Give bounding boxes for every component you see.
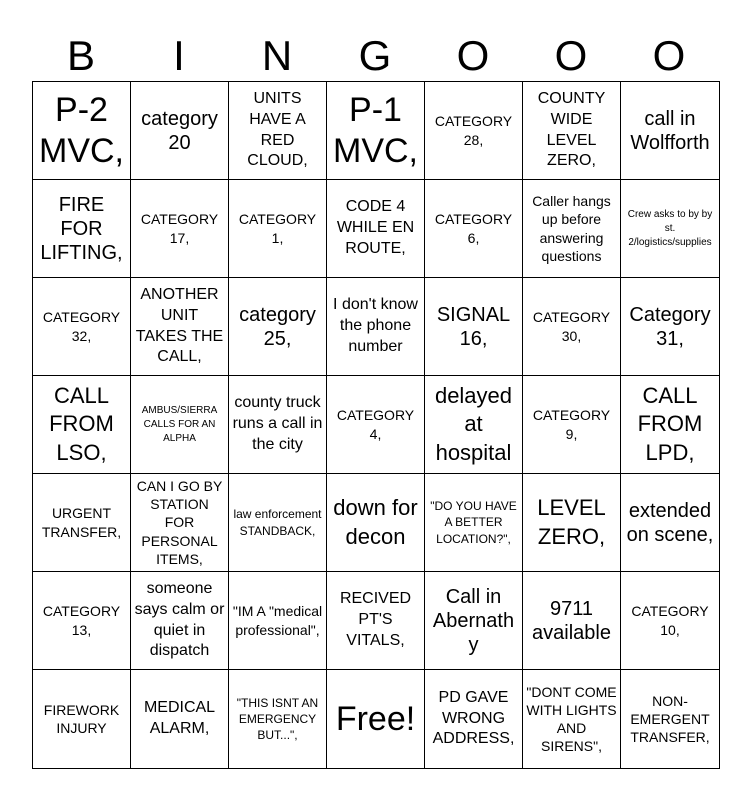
- bingo-cell-text: P-1 MVC,: [333, 90, 418, 170]
- bingo-cell-text: CALL FROM LPD,: [637, 382, 703, 465]
- header-letter: O: [456, 32, 490, 79]
- bingo-cell-text: Free!: [335, 699, 416, 738]
- header-letter: N: [261, 32, 293, 79]
- bingo-cell-text: UNITS HAVE A RED CLOUD,: [247, 89, 308, 170]
- bingo-cell-text: CATEGORY 13,: [42, 603, 121, 638]
- bingo-cell-text: CATEGORY 6,: [434, 211, 513, 246]
- bingo-cell[interactable]: [425, 376, 523, 474]
- bingo-cell-text: CODE 4 WHILE EN ROUTE,: [336, 198, 415, 257]
- bingo-cell[interactable]: [327, 82, 425, 180]
- bingo-cell[interactable]: [131, 376, 229, 474]
- bingo-cell[interactable]: [131, 82, 229, 180]
- bingo-cell[interactable]: [621, 670, 719, 768]
- bingo-cell-text: 9711 available: [532, 597, 611, 644]
- bingo-cell-text: Crew asks to by by st. 2/logistics/supplies: [627, 208, 713, 248]
- bingo-cell[interactable]: [327, 670, 425, 768]
- bingo-cell[interactable]: [523, 82, 621, 180]
- bingo-cell[interactable]: [33, 180, 131, 278]
- bingo-cell[interactable]: [621, 278, 719, 376]
- bingo-cell-text: NON-EMERGENT TRANSFER,: [630, 692, 710, 746]
- bingo-cell-text: down for decon: [333, 494, 418, 549]
- bingo-cell-text: CATEGORY 4,: [336, 407, 415, 442]
- bingo-cell[interactable]: [229, 376, 327, 474]
- bingo-cell-text: FIREWORK INJURY: [43, 701, 120, 736]
- bingo-cell[interactable]: [621, 82, 719, 180]
- header-letter: B: [66, 32, 95, 79]
- bingo-cell-text: Category 31,: [629, 303, 711, 350]
- bingo-cell-text: CALL FROM LSO,: [49, 382, 114, 465]
- header-letter: O: [554, 32, 588, 79]
- bingo-cell-text: delayed at hospital: [434, 382, 513, 465]
- bingo-cell[interactable]: [131, 474, 229, 572]
- bingo-cell[interactable]: [229, 670, 327, 768]
- bingo-cell[interactable]: [425, 278, 523, 376]
- bingo-cell[interactable]: [523, 474, 621, 572]
- bingo-cell[interactable]: [229, 572, 327, 670]
- bingo-cell[interactable]: [229, 180, 327, 278]
- bingo-cell[interactable]: [425, 670, 523, 768]
- bingo-cell[interactable]: [425, 180, 523, 278]
- bingo-cell[interactable]: [523, 278, 621, 376]
- bingo-cell-text: PD GAVE WRONG ADDRESS,: [432, 688, 515, 748]
- bingo-cell[interactable]: [621, 376, 719, 474]
- bingo-cell-text: AMBUS/SIERRA CALLS FOR AN ALPHA: [141, 404, 218, 444]
- bingo-cell[interactable]: [33, 670, 131, 768]
- bingo-cell-text: "IM A "medical professional",: [232, 603, 323, 638]
- bingo-cell[interactable]: [327, 180, 425, 278]
- bingo-cell[interactable]: [621, 474, 719, 572]
- bingo-cell-text: CATEGORY 30,: [532, 309, 611, 344]
- bingo-cell[interactable]: [33, 376, 131, 474]
- bingo-cell[interactable]: [33, 474, 131, 572]
- bingo-cell[interactable]: [425, 474, 523, 572]
- bingo-cell-text: ANOTHER UNIT TAKES THE CALL,: [135, 285, 224, 366]
- bingo-cell-text: CATEGORY 10,: [631, 603, 709, 638]
- bingo-cell-text: SIGNAL 16,: [436, 303, 511, 350]
- bingo-cell[interactable]: [229, 82, 327, 180]
- bingo-cell[interactable]: [327, 572, 425, 670]
- header-letter: O: [652, 32, 686, 79]
- bingo-cell[interactable]: [131, 278, 229, 376]
- bingo-cell[interactable]: [327, 278, 425, 376]
- bingo-cell-text: P-2 MVC,: [39, 90, 124, 170]
- bingo-cell-text: FIRE FOR LIFTING,: [40, 193, 123, 264]
- bingo-cell-text: CATEGORY 1,: [238, 211, 317, 246]
- bingo-cell[interactable]: [621, 180, 719, 278]
- bingo-cell-text: COUNTY WIDE LEVEL ZERO,: [537, 89, 606, 170]
- bingo-cell-text: "DO YOU HAVE A BETTER LOCATION?",: [430, 499, 517, 546]
- bingo-cell-text: Caller hangs up before answering questions: [532, 193, 611, 264]
- bingo-cell-text: law enforcement STANDBACK,: [233, 507, 322, 538]
- bingo-cell[interactable]: [33, 278, 131, 376]
- bingo-cell[interactable]: [523, 180, 621, 278]
- bingo-cell[interactable]: [523, 572, 621, 670]
- bingo-cell[interactable]: [131, 670, 229, 768]
- bingo-cell-text: category 25,: [239, 303, 316, 350]
- bingo-cell[interactable]: [425, 82, 523, 180]
- bingo-cell-text: MEDICAL ALARM,: [143, 699, 216, 737]
- bingo-cell-text: CATEGORY 9,: [532, 407, 611, 442]
- bingo-cell-text: "THIS ISNT AN EMERGENCY BUT...",: [236, 695, 319, 743]
- bingo-header: [32, 30, 720, 82]
- bingo-cell[interactable]: [33, 572, 131, 670]
- bingo-cell-text: someone says calm or quiet in dispatch: [134, 579, 225, 660]
- bingo-cell-text: CATEGORY 17,: [140, 211, 219, 246]
- bingo-cell-text: "DONT COME WITH LIGHTS AND SIRENS",: [526, 683, 617, 755]
- header-letter: G: [358, 32, 392, 79]
- bingo-cell[interactable]: [523, 376, 621, 474]
- bingo-cell[interactable]: [621, 572, 719, 670]
- bingo-cell[interactable]: [425, 572, 523, 670]
- bingo-cell-text: CATEGORY 32,: [42, 309, 121, 344]
- bingo-cell[interactable]: [131, 180, 229, 278]
- bingo-cell-text: county truck runs a call in the city: [232, 394, 323, 453]
- bingo-board: [32, 81, 720, 769]
- bingo-cell-text: RECIVED PT'S VITALS,: [339, 590, 412, 649]
- bingo-cell-text: extended on scene,: [626, 499, 714, 546]
- bingo-cell[interactable]: [327, 376, 425, 474]
- bingo-cell-text: category 20: [141, 107, 218, 154]
- bingo-cell[interactable]: [229, 278, 327, 376]
- bingo-cell-text: URGENT TRANSFER,: [41, 505, 122, 540]
- bingo-cell[interactable]: [327, 474, 425, 572]
- bingo-cell-text: Call in Abernathy: [432, 585, 515, 656]
- bingo-cell[interactable]: [229, 474, 327, 572]
- bingo-cell-text: call in Wolfforth: [630, 107, 710, 154]
- bingo-cell[interactable]: [523, 670, 621, 768]
- bingo-cell[interactable]: [33, 82, 131, 180]
- bingo-cell-text: LEVEL ZERO,: [537, 494, 606, 549]
- bingo-cell-text: CAN I GO BY STATION FOR PERSONAL ITEMS,: [136, 478, 223, 567]
- header-letter: I: [173, 32, 185, 79]
- bingo-cell-text: CATEGORY 28,: [434, 113, 513, 148]
- bingo-cell[interactable]: [131, 572, 229, 670]
- bingo-cell-text: I don't know the phone number: [333, 296, 418, 355]
